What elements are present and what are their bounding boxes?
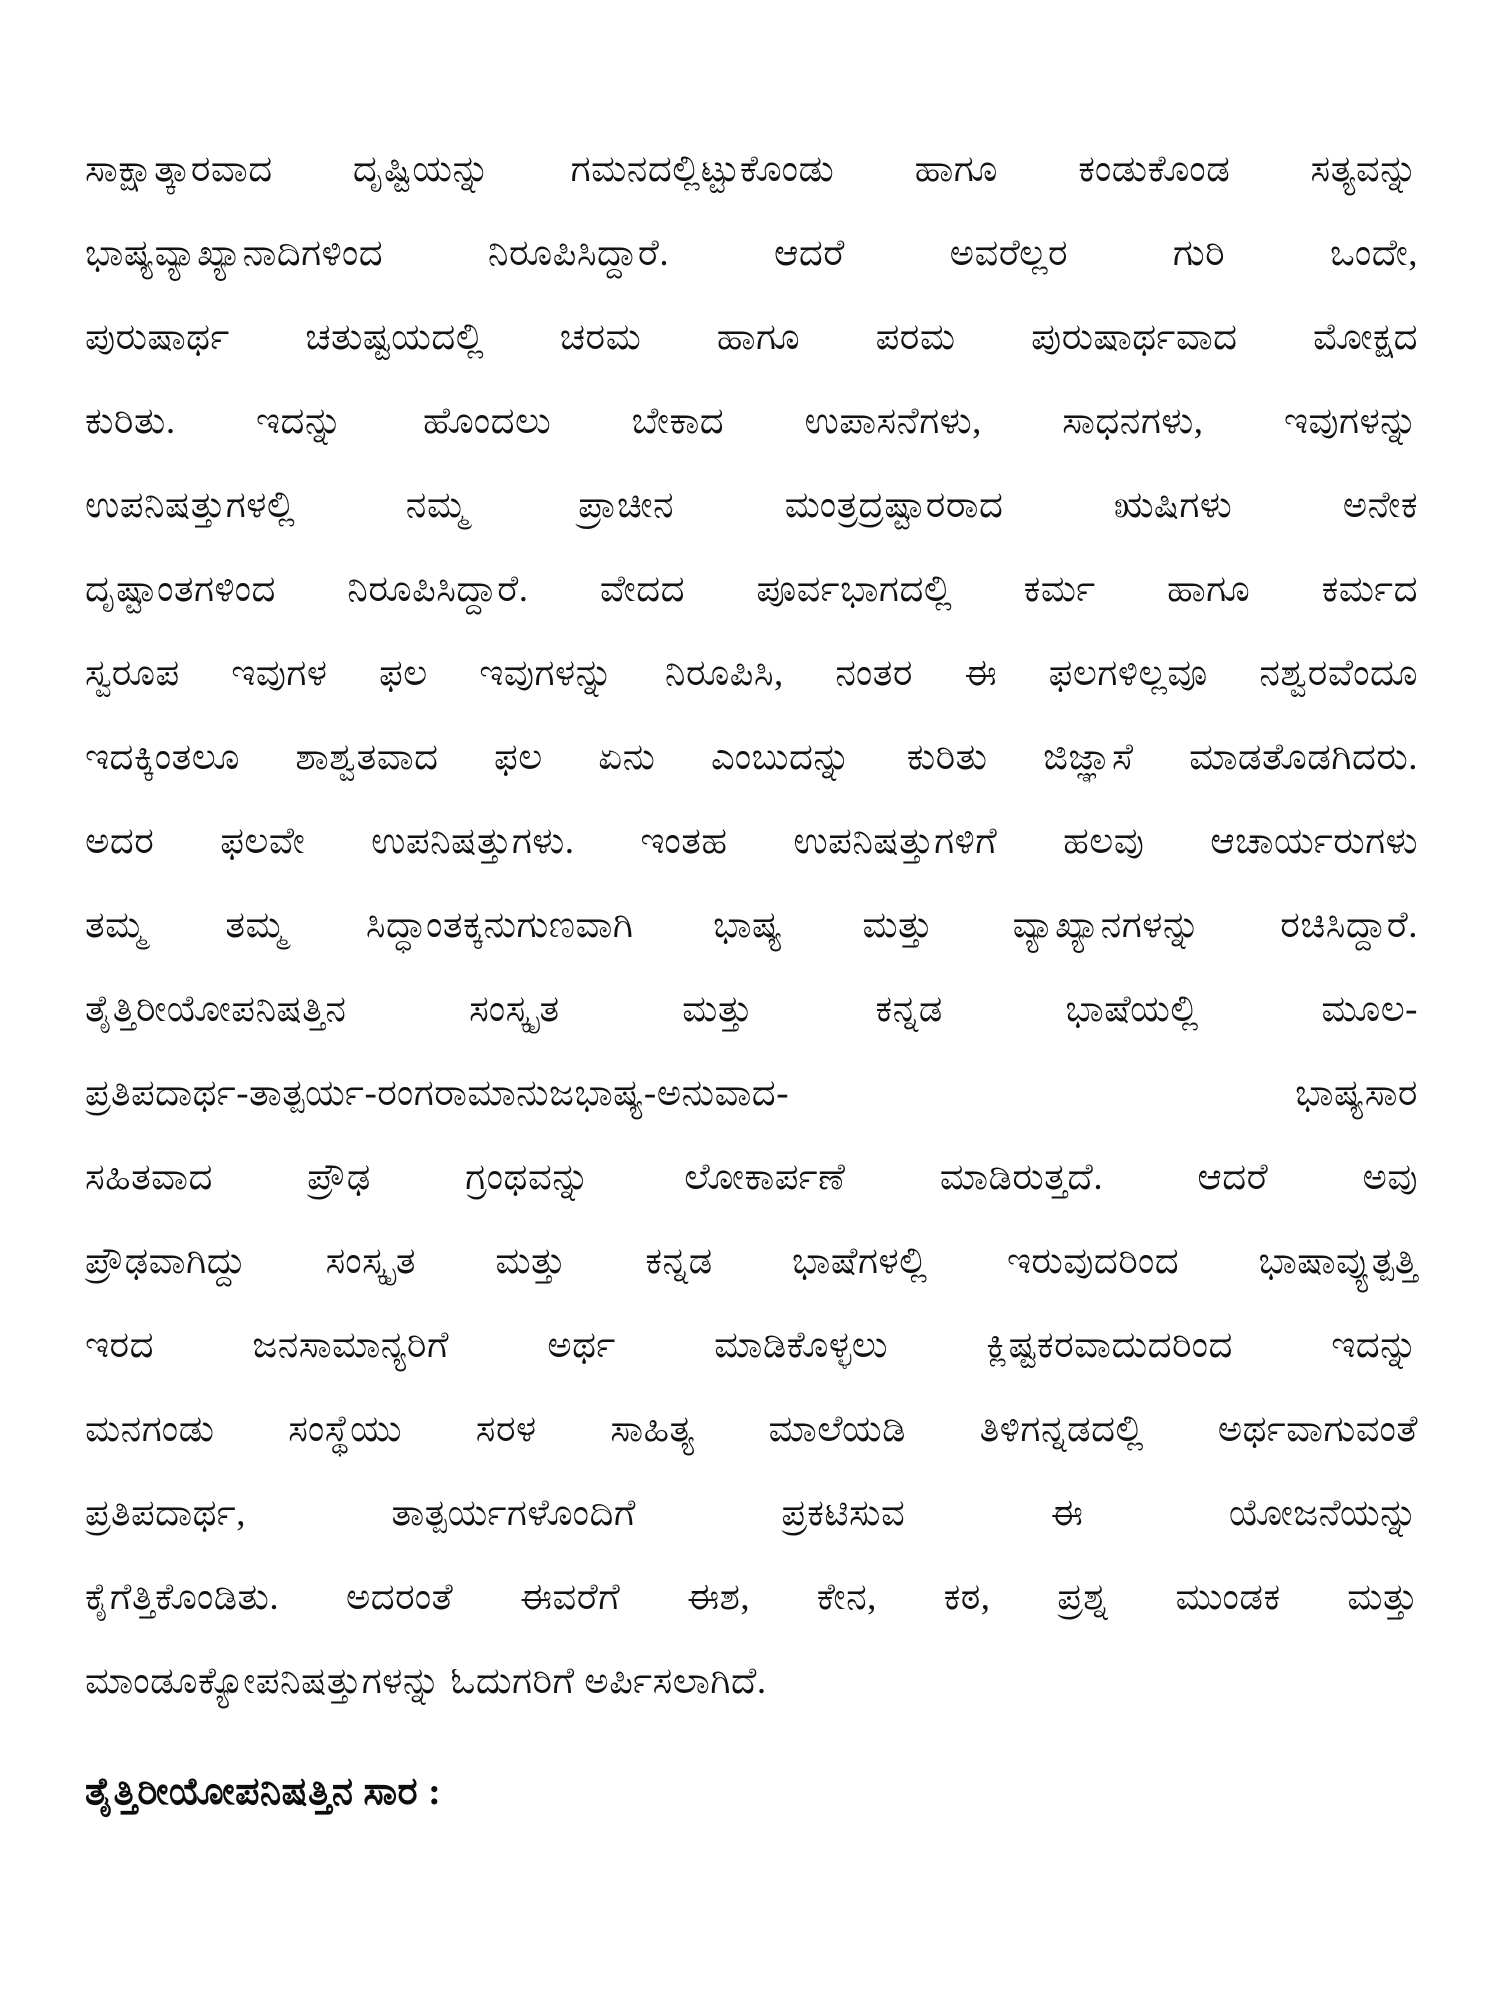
paragraph-line: ಸಹಿತವಾದ ಪ್ರೌಢ ಗ್ರಂಥವನ್ನು ಲೋಕಾರ್ಪಣೆ ಮಾಡಿರುತ್ತದೆ. ಆದರೆ ಅವು — [85, 1157, 1418, 1198]
paragraph-line: ಪುರುಷಾರ್ಥ ಚತುಷ್ಟಯದಲ್ಲಿ ಚರಮ ಹಾಗೂ ಪರಮ ಪುರುಷಾರ್ಥವಾದ ಮೋಕ್ಷದ — [85, 317, 1418, 358]
paragraph-line: ಕುರಿತು. ಇದನ್ನು ಹೊಂದಲು ಬೇಕಾದ ಉಪಾಸನೆಗಳು, ಸಾಧನಗಳು, ಇವುಗಳನ್ನು — [85, 401, 1418, 442]
paragraph-line: ದೃಷ್ಟಾಂತಗಳಿಂದ ನಿರೂಪಿಸಿದ್ದಾರೆ. ವೇದದ ಪೂರ್ವಭಾಗದಲ್ಲಿ ಕರ್ಮ ಹಾಗೂ ಕರ್ಮದ — [85, 569, 1418, 610]
paragraph-line: ಸಾಕ್ಷಾತ್ಕಾರವಾದ ದೃಷ್ಟಿಯನ್ನು ಗಮನದಲ್ಲಿಟ್ಟುಕೊಂಡು ಹಾಗೂ ಕಂಡುಕೊಂಡ ಸತ್ಯವನ್ನು — [85, 149, 1418, 190]
paragraph-line: ಮನಗಂಡು ಸಂಸ್ಥೆಯು ಸರಳ ಸಾಹಿತ್ಯ ಮಾಲೆಯಡಿ ತಿಳಿಗನ್ನಡದಲ್ಲಿ ಅರ್ಥವಾಗುವಂತೆ — [85, 1409, 1418, 1450]
paragraph-line: ಸ್ವರೂಪ ಇವುಗಳ ಫಲ ಇವುಗಳನ್ನು ನಿರೂಪಿಸಿ, ನಂತರ ಈ ಫಲಗಳಿಲ್ಲವೂ ನಶ್ವರವೆಂದೂ — [85, 653, 1418, 694]
paragraph-line: ಕೈಗೆತ್ತಿಕೊಂಡಿತು. ಅದರಂತೆ ಈವರೆಗೆ ಈಶ, ಕೇನ, ಕಠ, ಪ್ರಶ್ನ ಮುಂಡಕ ಮತ್ತು — [85, 1577, 1418, 1618]
paragraph-line: ಪ್ರತಿಪದಾರ್ಥ-ತಾತ್ಪರ್ಯ-ರಂಗರಾಮಾನುಜಭಾಷ್ಯ-ಅನುವಾದ- ಭಾಷ್ಯಸಾರ — [85, 1073, 1418, 1114]
paragraph-line: ತೈತ್ತಿರೀಯೋಪನಿಷತ್ತಿನ ಸಂಸ್ಕೃತ ಮತ್ತು ಕನ್ನಡ ಭಾಷೆಯಲ್ಲಿ ಮೂಲ- — [85, 989, 1418, 1030]
paragraph-block — [85, 128, 1418, 1834]
paragraph-line: ತಮ್ಮ ತಮ್ಮ ಸಿದ್ಧಾಂತಕ್ಕನುಗುಣವಾಗಿ ಭಾಷ್ಯ ಮತ್ತು ವ್ಯಾಖ್ಯಾನಗಳನ್ನು ರಚಿಸಿದ್ದಾರೆ. — [85, 905, 1418, 946]
section-heading: ತೈತ್ತಿರೀಯೋಪನಿಷತ್ತಿನ ಸಾರ : — [85, 1771, 442, 1813]
paragraph-line: ಇರದ ಜನಸಾಮಾನ್ಯರಿಗೆ ಅರ್ಥ ಮಾಡಿಕೊಳ್ಳಲು ಕ್ಲಿಷ್ಟಕರವಾದುದರಿಂದ ಇದನ್ನು — [85, 1325, 1418, 1366]
paragraph-line: ಅದರ ಫಲವೇ ಉಪನಿಷತ್ತುಗಳು. ಇಂತಹ ಉಪನಿಷತ್ತುಗಳಿಗೆ ಹಲವು ಆಚಾರ್ಯರುಗಳು — [85, 821, 1418, 862]
paragraph-line: ಇದಕ್ಕಿಂತಲೂ ಶಾಶ್ವತವಾದ ಫಲ ಏನು ಎಂಬುದನ್ನು ಕುರಿತು ಜಿಜ್ಞಾಸೆ ಮಾಡತೊಡಗಿದರು. — [85, 737, 1418, 778]
paragraph-line: ಭಾಷ್ಯವ್ಯಾಖ್ಯಾನಾದಿಗಳಿಂದ ನಿರೂಪಿಸಿದ್ದಾರೆ. ಆದರೆ ಅವರೆಲ್ಲರ ಗುರಿ ಒಂದೇ, — [85, 233, 1418, 274]
paragraph-line: ಪ್ರತಿಪದಾರ್ಥ, ತಾತ್ಪರ್ಯಗಳೊಂದಿಗೆ ಪ್ರಕಟಿಸುವ ಈ ಯೋಜನೆಯನ್ನು — [85, 1493, 1418, 1534]
paragraph-line: ಉಪನಿಷತ್ತುಗಳಲ್ಲಿ ನಮ್ಮ ಪ್ರಾಚೀನ ಮಂತ್ರದ್ರಷ್ಟಾರರಾದ ಋಷಿಗಳು ಅನೇಕ — [85, 485, 1418, 526]
paragraph-line: ಪ್ರೌಢವಾಗಿದ್ದು ಸಂಸ್ಕೃತ ಮತ್ತು ಕನ್ನಡ ಭಾಷೆಗಳಲ್ಲಿ ಇರುವುದರಿಂದ ಭಾಷಾವ್ಯುತ್ಪತ್ತಿ — [85, 1241, 1418, 1282]
paragraph-line: ಮಾಂಡೂಕ್ಯೋಪನಿಷತ್ತುಗಳನ್ನು ಓದುಗರಿಗೆ ಅರ್ಪಿಸಲಾಗಿದೆ. — [85, 1661, 767, 1702]
